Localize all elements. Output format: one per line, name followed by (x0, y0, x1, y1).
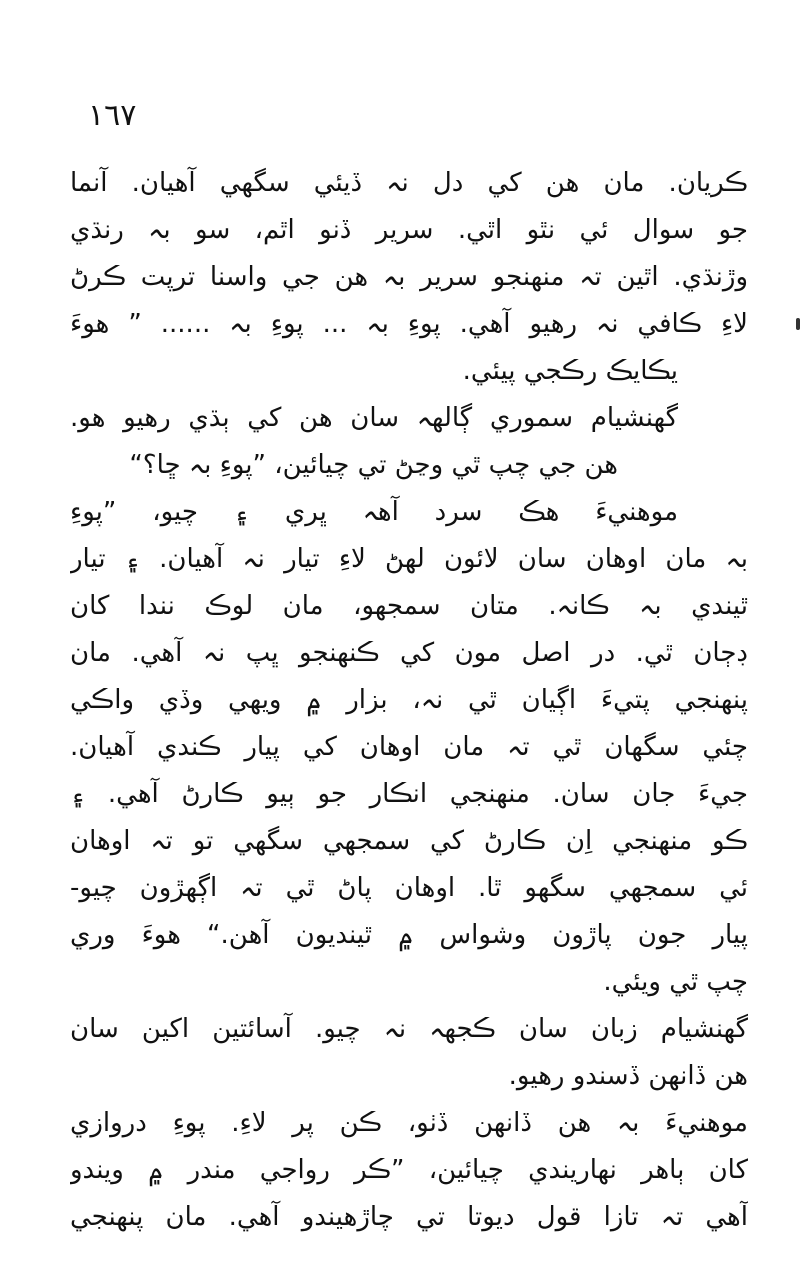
text-line: جيءَ جان سان. منهنجي انڪار جو ٻيو ڪارڻ آهي. ۽ (70, 779, 748, 809)
text-line: موهنيءَ بہ هن ڏانهن ڏٺو، ڪن پر لاءِ. پوءِ دروازي (70, 1108, 748, 1138)
text-line: پيار جون پاڙون وشواس ۾ ٿينديون آهن.“ هوءَ وري (70, 920, 748, 950)
scan-margin-mark (796, 318, 800, 330)
text-line: چئي سگهان ٿي تہ مان اوهان کي پيار ڪندي آهيان. (70, 732, 748, 762)
text-line: کان ٻاهر نهاريندي چيائين، ”ڪر رواجي مندر ۾ ويندو (70, 1155, 748, 1185)
text-line: ڪو منهنجي اِن ڪارڻ کي سمجهي سگهي تو تہ اوهان (70, 826, 748, 856)
text-line: ئي سمجهي سگهو ٿا. اوهان پاڻ ٿي تہ اڳهڙون چيو- (70, 873, 748, 903)
text-line: چپ ٿي ويئي. (603, 967, 748, 997)
text-line: گهنشيام زبان سان ڪجهہ نہ چيو. آسائتين اکين سان (70, 1014, 748, 1044)
text-line: بہ مان اوهان سان لائون لهڻ لاءِ تيار نہ آهيان. ۽ تيار (70, 544, 748, 574)
body-text (70, 160, 748, 1241)
text-line: آهي تہ تازا قول ديوتا تي چاڙهيندو آهي. مان پنهنجي (70, 1202, 748, 1232)
text-line: گهنشيام سموري ڳالهہ سان هن کي ٻڌي رهيو هو. (70, 403, 678, 433)
text-line: ڪريان. مان هن کي دل نہ ڏيئي سگهي آهيان. آنما (70, 168, 748, 198)
text-line: هن ڏانهن ڏسندو رهيو. (508, 1061, 748, 1091)
text-line: لاءِ ڪافي نہ رهيو آهي. پوءِ بہ ... پوءِ بہ ...... ” هوءَ (70, 309, 748, 339)
text-line: هن جي چپ ٿي وڃڻ تي چيائين، ”پوءِ بہ ڇا؟“ (129, 450, 618, 480)
text-line: پنهنجي پتيءَ اڳيان ٿي نہ، بزار ۾ ويهي وڏي واڪي (70, 685, 748, 715)
text-line: وڙنڌي. اٿين تہ منهنجو سرير بہ هن جي واسنا ترپت ڪرڻ (70, 262, 748, 292)
text-line: جو سوال ئي نٿو اٿي. سرير ڏنو اٿم، سو بہ رنڌي (70, 215, 748, 245)
text-line: يڪايڪ رڪجي پيئي. (462, 356, 678, 386)
page-number: ۱٦٧ (88, 98, 137, 133)
text-line: ٿيندي بہ ڪانہ. متان سمجهو، مان لوڪ نندا کان (70, 591, 748, 621)
text-line: ڊڄان ٿي. در اصل مون کي ڪنهنجو ڀپ نہ آهي. مان (70, 638, 748, 668)
text-line: موهنيءَ هڪ سرد آهہ ڀري ۽ چيو، ”پوءِ (70, 497, 678, 527)
